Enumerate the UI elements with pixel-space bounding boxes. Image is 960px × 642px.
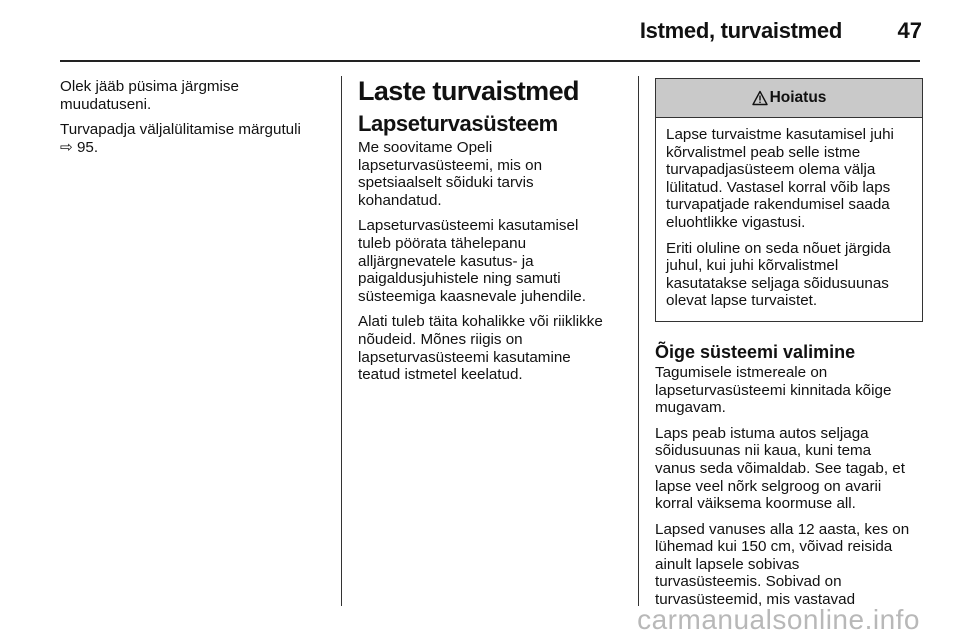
subsection-heading: Õige süsteemi valimine [655, 341, 856, 362]
page-number: 47 [897, 18, 922, 43]
column-middle [358, 78, 628, 392]
paragraph: Tagumisele istmereale on lapseturvasüsteemi kinnitada kõige mugavam. [655, 363, 892, 417]
page-title: Istmed, turvaistmed [639, 18, 842, 43]
header-divider [60, 60, 920, 62]
column-right [655, 78, 923, 617]
paragraph: Olek jääb püsima järgmise muudatuseni. [60, 78, 239, 113]
column-divider-1 [341, 76, 342, 606]
cross-reference-paragraph: Turvapadja väljalülitamise märgutuli ⇨ 95. [60, 121, 301, 156]
paragraph: Lapseturvasüsteemi kasutamisel tuleb pöörata tähelepanu alljärgnevatele kasutus- ja paigaldusjuhistele ning samuti süsteemiga kaasnevale juhendile. [358, 217, 586, 305]
page-header [0, 0, 960, 62]
warning-box [655, 78, 923, 322]
paragraph: Alati tuleb täita kohalikke või riiklikke nõudeid. Mõnes riigis on lapseturvasüsteemi kasutamine teatud istmetel keelatud. [358, 313, 603, 384]
paragraph: Lapsed vanuses alla 12 aasta, kes on lühemad kui 150 cm, võivad reisida ainult lapsele sobivas turvasüsteemis. Sobivad on turvasüsteemid, mis vastavad [655, 520, 910, 609]
warning-header [656, 79, 922, 118]
watermark: carmanualsonline.info [637, 604, 920, 635]
warning-paragraph: Eriti oluline on seda nõuet järgida juhul, kui juhi kõrvalistmel kasutatakse seljaga sõidusuunas olevat lapse turvaistet. [666, 239, 891, 310]
warning-triangle-icon [752, 90, 768, 106]
column-divider-2 [638, 76, 639, 606]
subsection-heading: Lapseturvasüsteem [358, 111, 558, 136]
warning-paragraph: Lapse turvaistme kasutamisel juhi kõrvalistmel peab selle istme turvapadjasüsteem olema välja lülitatud. Vastasel korral võib laps turvapatjade rakendumisel saada eluohtlikke vigastusi. [666, 126, 894, 231]
warning-body [656, 118, 922, 321]
column-left [60, 78, 332, 164]
section-heading: Laste turvaistmed [358, 76, 579, 106]
warning-title: Hoiatus [769, 89, 827, 107]
paragraph: Laps peab istuma autos seljaga sõidusuunas nii kaua, kuni tema vanus seda võimaldab. See tagab, et lapse veel nõrk selgroog on avarii korral väiksema koormuse all. [655, 424, 905, 513]
paragraph: Me soovitame Opeli lapseturvasüsteemi, mis on spetsiaalselt sõiduki tarvis kohandatud. [358, 139, 543, 209]
